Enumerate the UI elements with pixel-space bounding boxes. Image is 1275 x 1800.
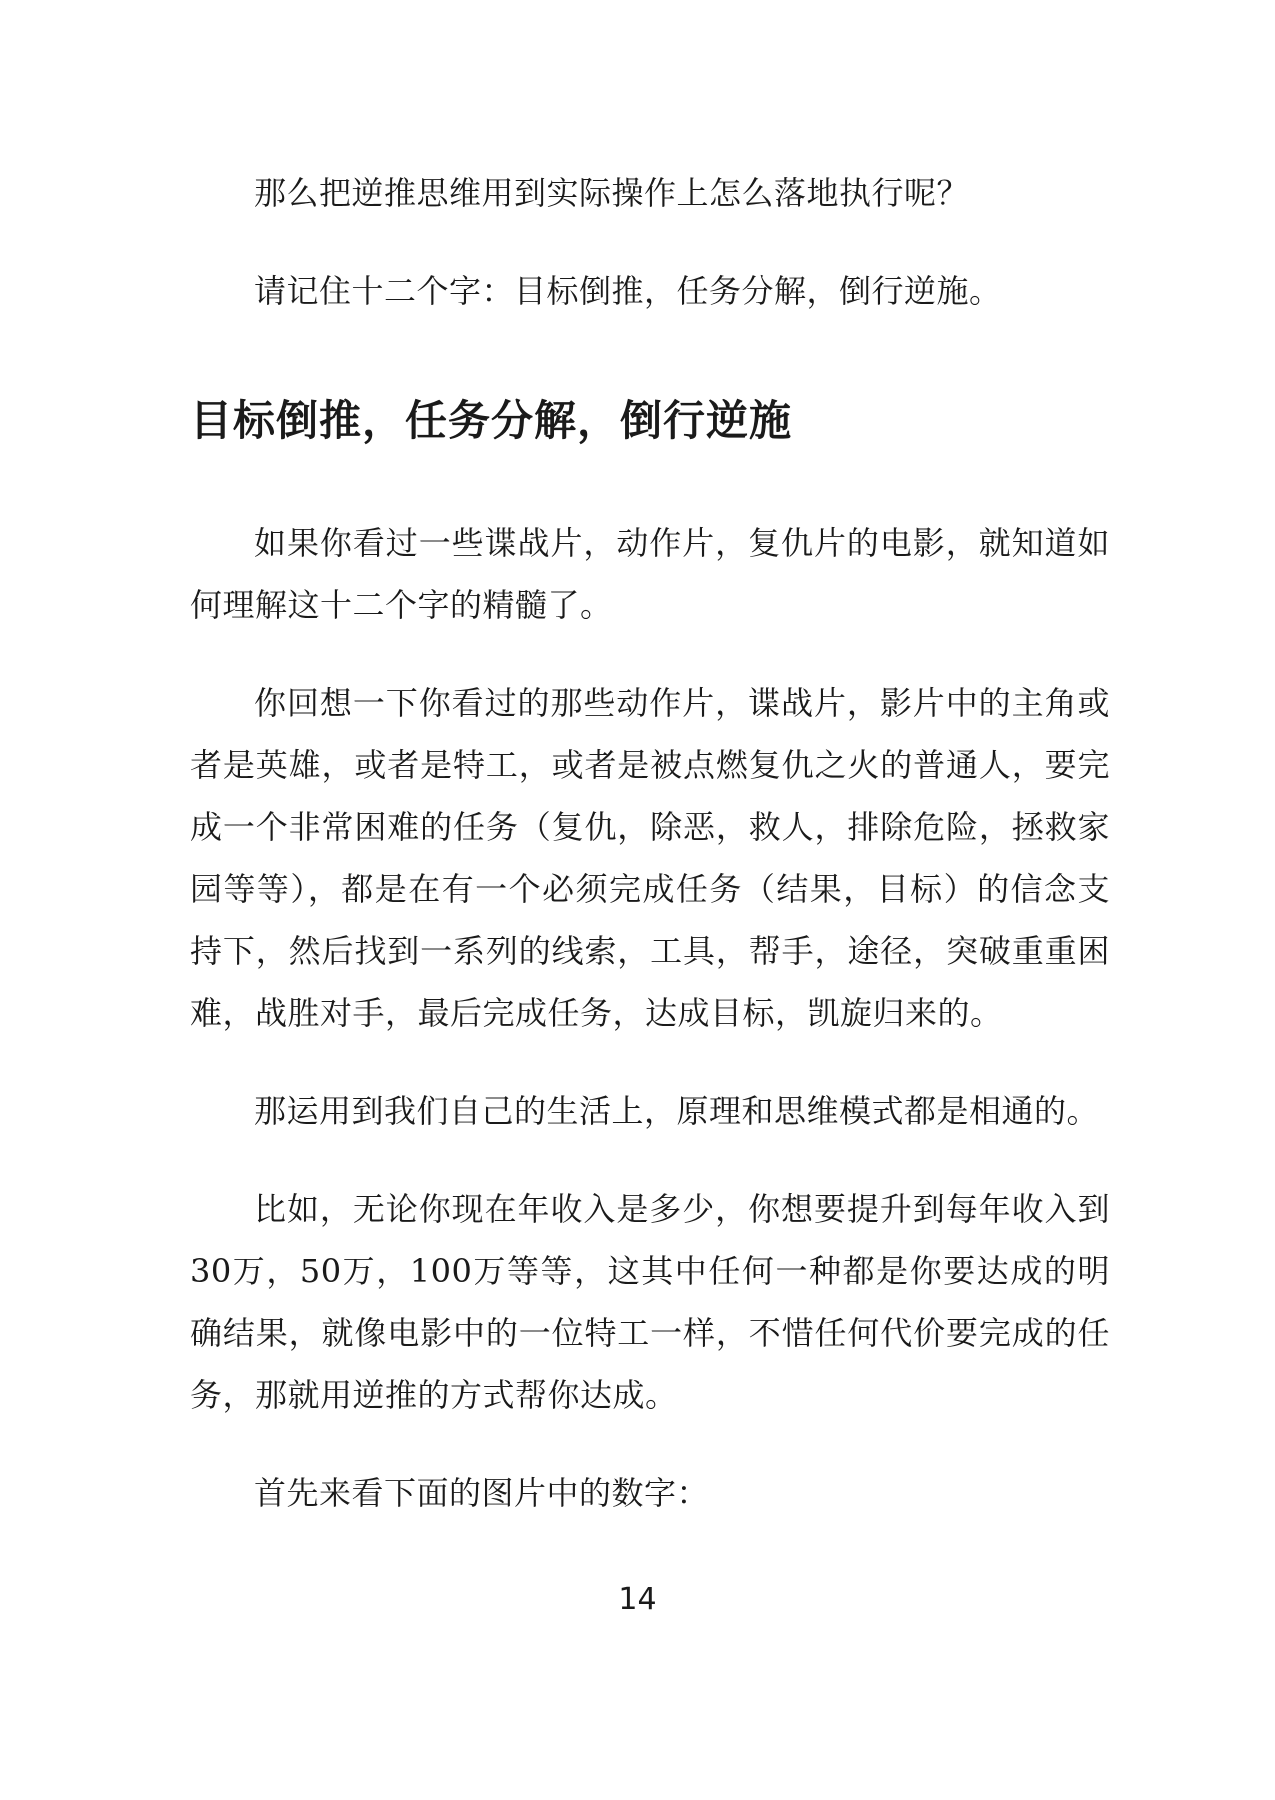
body-paragraph: 你回想一下你看过的那些动作片，谍战片，影片中的主角或者是英雄，或者是特工，或者是被点燃复仇之火的普通人，要完成一个非常困难的任务（复仇，除恶，救人，排除危险，拯救家园等等），都是在有一个必须完成任务（结果，目标）的信念支持下，然后找到一系列的线索，工具，帮手，途径，突破重重困难，战胜对手，最后完成任务，达成目标，凯旋归来的。 [190,684,1110,1032]
intro-paragraph-1: 那么把逆推思维用到实际操作上怎么落地执行呢？ [254,174,970,212]
body-paragraph: 首先来看下面的图片中的数字： [254,1474,710,1512]
page-content [190,162,1110,1524]
body-paragraph: 如果你看过一些谍战片，动作片，复仇片的电影，就知道如何理解这十二个字的精髓了。 [190,524,1110,624]
section-heading: 目标倒推，任务分解，倒行逆施 [190,396,793,445]
body-paragraph: 比如，无论你现在年收入是多少，你想要提升到每年收入到30万，50万，100万等等，这其中任何一种都是你要达成的明确结果，就像电影中的一位特工一样，不惜任何代价要完成的任务，那就用逆推的方式帮你达成。 [190,1190,1110,1414]
body-paragraph: 那运用到我们自己的生活上，原理和思维模式都是相通的。 [254,1092,1100,1130]
page-number: 14 [618,1582,657,1617]
intro-paragraph-2: 请记住十二个字：目标倒推，任务分解，倒行逆施。 [254,272,1002,310]
